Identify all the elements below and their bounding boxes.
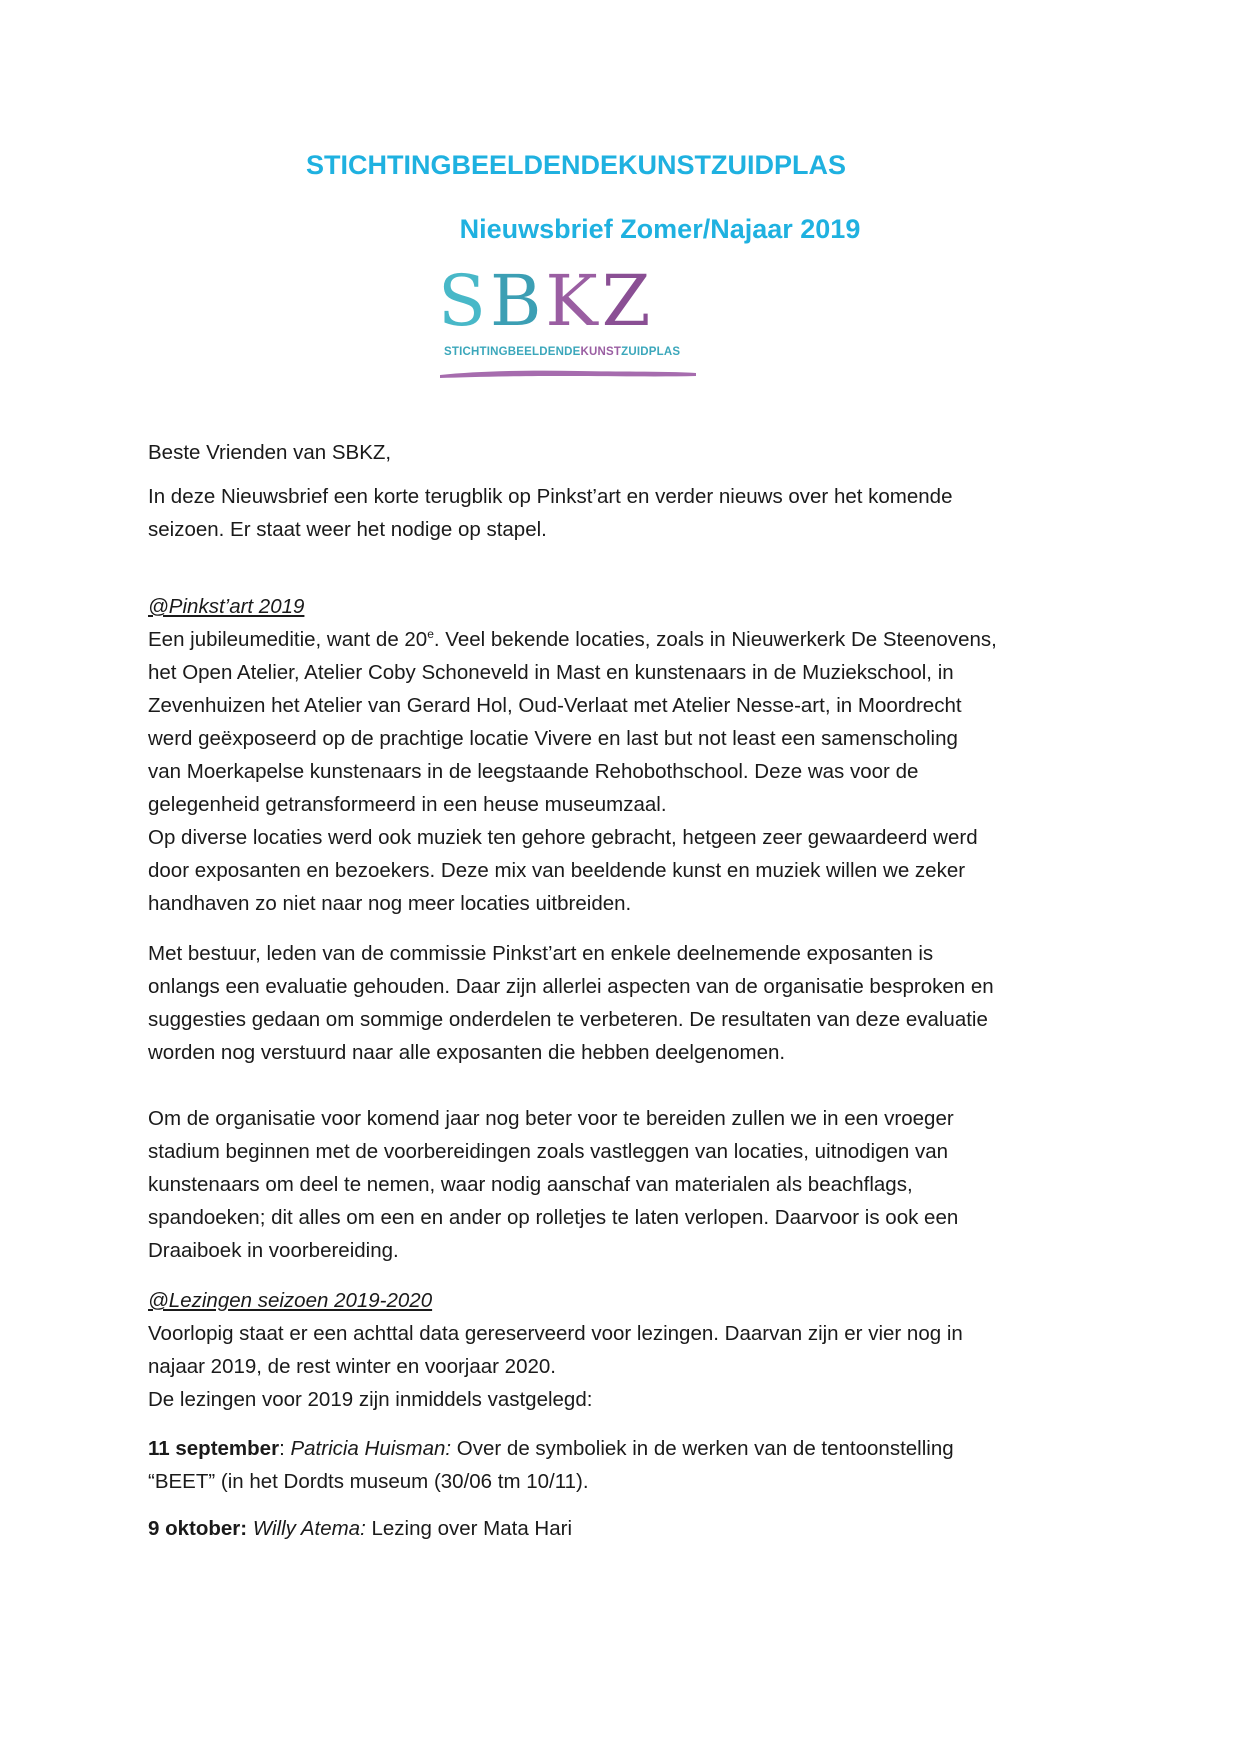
lectures-heading: @Lezingen seizoen 2019-2020 [148,1289,433,1312]
pinkstart-section [148,590,1108,920]
org-title-text: STICHTINGBEELDENDEKUNSTZUIDPLAS [305,150,846,180]
evaluation-line: onlangs een evaluatie gehouden. Daar zijn allerlei aspecten van de organisatie besproken en [148,975,994,998]
intro-line: seizoen. Er staat weer het nodige op stapel. [148,518,547,541]
lecture-speaker: Willy Atema: [252,1517,366,1540]
ordinal-superscript: e [427,627,434,642]
lecture-line [148,1432,1108,1465]
pinkstart-line: handhaven zo niet naar nog meer locaties uitbreiden. [148,892,632,915]
lecture-item [148,1512,1108,1545]
logo-letter-b: B [489,260,546,342]
preparation-line: Draaiboek in voorbereiding. [148,1239,399,1262]
logo-letter-z: Z [601,260,655,342]
letter-greeting [148,436,1108,469]
pinkstart-line: Zevenhuizen het Atelier van Gerard Hol, Oud-Verlaat met Atelier Nesse-art, in Moordrecht [148,694,962,717]
pinkstart-line: het Open Atelier, Atelier Coby Schoneveld in Mast en kunstenaars in de Muziekschool, in [148,661,954,684]
logo-subtitle-part2: KUNST [580,346,622,358]
logo-subtitle-part1: STICHTINGBEELDENDE [444,346,581,358]
preparation-line: stadium beginnen met de voorbereidingen zoals vastleggen van locaties, uitnodigen van [148,1140,949,1163]
preparation-line: Om de organisatie voor komend jaar nog beter voor te bereiden zullen we in een vroeger [148,1107,954,1130]
lecture-separator: : [279,1437,291,1460]
lecture-date: 9 oktober: [148,1517,248,1540]
lectures-section [148,1284,1108,1416]
newsletter-title-text: Nieuwsbrief Zomer/Najaar 2019 [459,214,861,244]
sbkz-logo [438,262,708,390]
lectures-line: najaar 2019, de rest winter en voorjaar 2020. [148,1355,556,1378]
lecture-text: “BEET” (in het Dordts museum (30/06 tm 10/11). [148,1470,589,1493]
pinkstart-line: werd geëxposeerd op de prachtige locatie Vivere en last but not least een samenscholing [148,727,958,750]
pinkstart-line: Op diverse locaties werd ook muziek ten gehore gebracht, hetgeen zeer gewaardeerd werd [148,826,978,849]
pinkstart-line [148,623,1108,656]
lecture-speaker: Patricia Huisman: [290,1437,452,1460]
pinkstart-heading: @Pinkst’art 2019 [148,595,305,618]
evaluation-line: worden nog verstuurd naar alle exposanten die hebben deelgenomen. [148,1041,786,1064]
lecture-text: Lezing over Mata Hari [365,1517,573,1540]
lectures-line: Voorlopig staat er een achttal data gereserveerd voor lezingen. Daarvan zijn er vier nog in [148,1322,963,1345]
letter-intro [148,480,1108,546]
logo-letter-k: K [545,260,602,342]
org-title [0,150,1240,181]
preparation-section [148,1102,1108,1267]
evaluation-section [148,937,1108,1069]
preparation-line: spandoeken; dit alles om een en ander op rolletjes te laten verlopen. Daarvoor is ook een [148,1206,959,1229]
lecture-item [148,1432,1108,1498]
logo-subtitle [444,346,680,358]
pinkstart-line: van Moerkapelse kunstenaars in de leegstaande Rehobothschool. Deze was voor de [148,760,919,783]
pinkstart-line: gelegenheid getransformeerd in een heuse museumzaal. [148,793,667,816]
newsletter-title [0,214,1240,245]
intro-line: In deze Nieuwsbrief een korte terugblik op Pinkst’art en verder nieuws over het komende [148,485,953,508]
greeting-text: Beste Vrienden van SBKZ, [148,441,392,464]
lecture-line [148,1512,1108,1545]
pinkstart-line1-b: . Veel bekende locaties, zoals in Nieuwerkerk De Steenovens, [433,628,997,651]
evaluation-line: suggesties gedaan om sommige onderdelen te verbeteren. De resultaten van deze evaluatie [148,1008,988,1031]
logo-letter-s: S [438,260,490,342]
evaluation-line: Met bestuur, leden van de commissie Pinkst’art en enkele deelnemende exposanten is [148,942,934,965]
logo-brush-stroke [438,366,700,380]
lecture-text: Over de symboliek in de werken van de tentoonstelling [451,1437,954,1460]
preparation-line: kunstenaars om deel te nemen, waar nodig aanschaf van materialen als beachflags, [148,1173,913,1196]
pinkstart-line: door exposanten en bezoekers. Deze mix van beeldende kunst en muziek willen we zeker [148,859,966,882]
logo-subtitle-part3: ZUIDPLAS [621,346,681,358]
pinkstart-line1-a: Een jubileumeditie, want de 20 [148,628,428,651]
lectures-line: De lezingen voor 2019 zijn inmiddels vastgelegd: [148,1388,593,1411]
logo-letters [438,262,654,340]
lecture-date: 11 september [148,1437,280,1460]
